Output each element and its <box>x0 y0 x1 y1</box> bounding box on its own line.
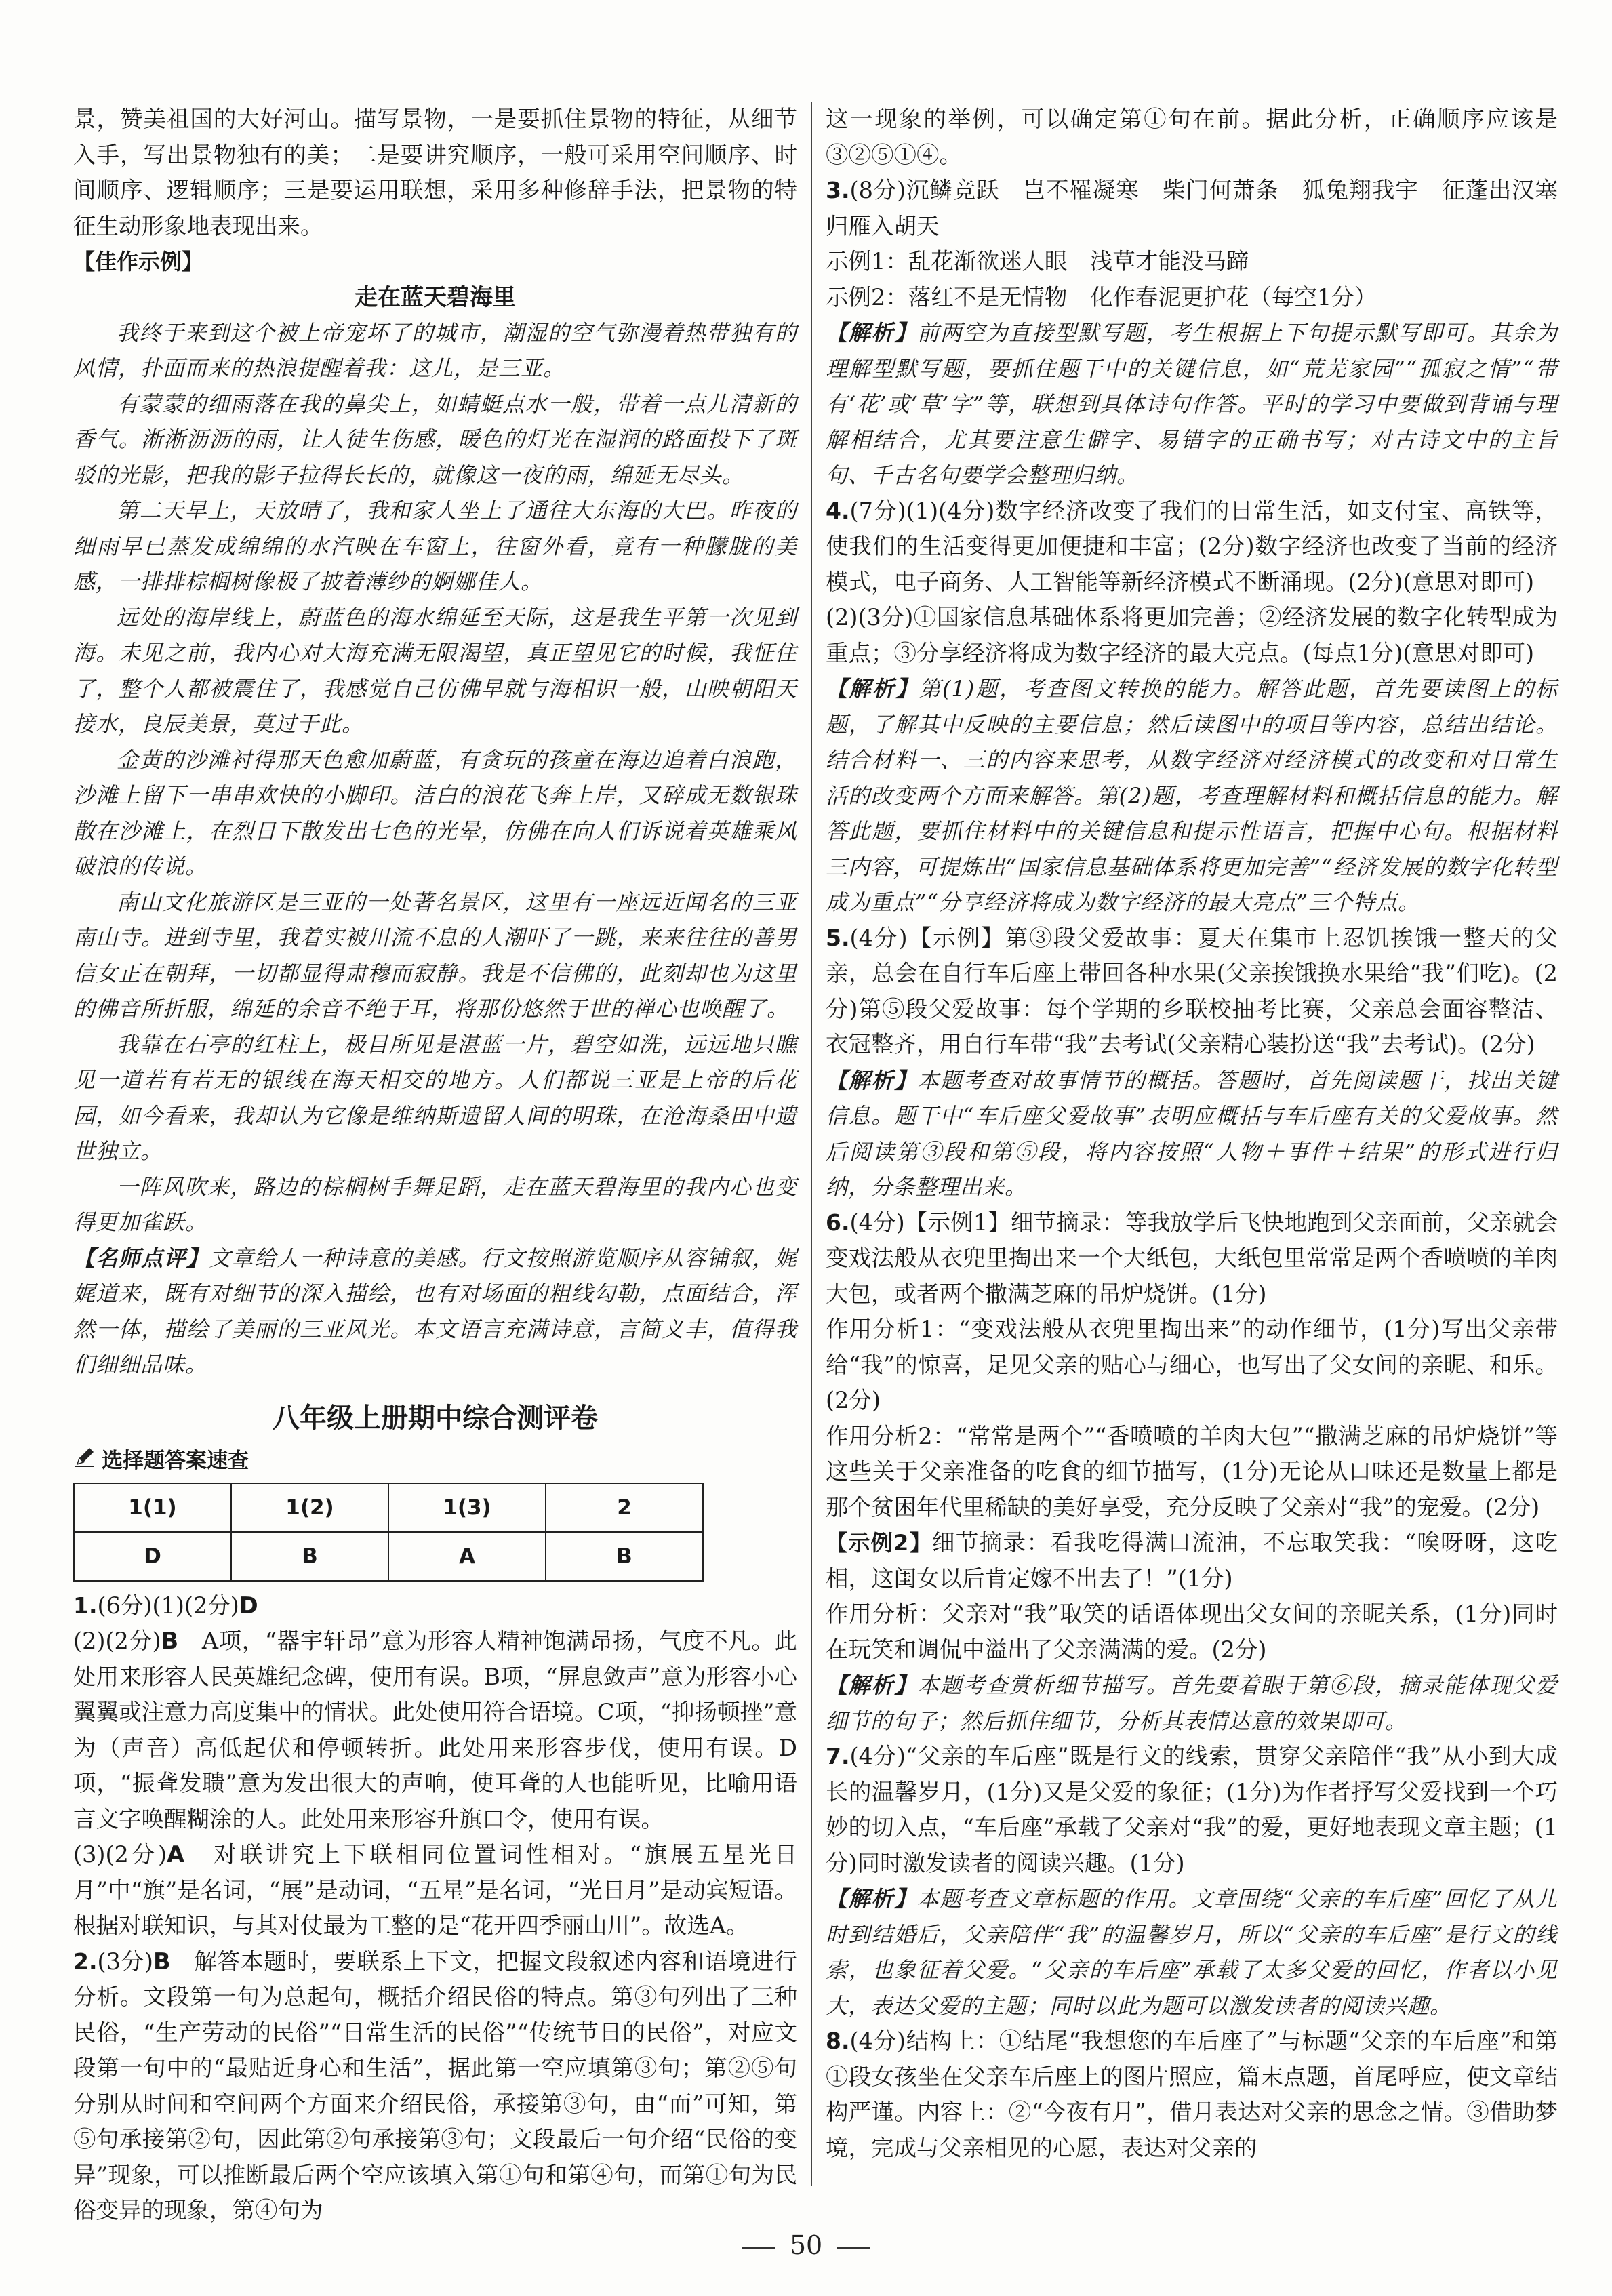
question-5 <box>826 921 1558 1063</box>
analysis-text: 本题考查赏析细节描写。首先要着眼于第⑥段，摘录能体现父爱细节的句子；然后抓住细节，分析其表情达意的效果即可。 <box>826 1672 1558 1734</box>
question-number: 3. <box>826 177 850 203</box>
analysis-label: 【解析】 <box>826 1672 918 1698</box>
question-number: 8. <box>826 2028 850 2054</box>
question-2-head: (3分) <box>97 1948 153 1975</box>
example-label: 【佳作示例】 <box>73 249 204 275</box>
answer-table-cell: B <box>231 1532 388 1581</box>
question-6-analysis-2: 作用分析2：“常常是两个”“香喷喷的羊肉大包”“撒满芝麻的吊炉烧饼”等这些关于父亲准备的吃食的细节描写，(1分)无论从口味还是数量上都是那个贫困年代里稀缺的美好享受，充分反映了父亲对“我”的宠爱。(2分) <box>826 1422 1558 1520</box>
question-6-example-2 <box>826 1525 1558 1596</box>
part-answer: B <box>161 1628 179 1654</box>
question-2-continued: 这一现象的举例，可以确定第①句在前。据此分析，正确顺序应该是③②⑤①④。 <box>826 106 1558 168</box>
essay-paragraph: 一阵风吹来，路边的棕榈树手舞足蹈，走在蓝天碧海里的我内心也变得更加雀跃。 <box>73 1173 797 1235</box>
analysis-text: 本题考查文章标题的作用。文章围绕“父亲的车后座”回忆了从儿时到结婚后，父亲陪伴“我”的温馨岁月，所以“父亲的车后座”是行文的线索，也象征着父爱。“父亲的车后座”承载了太多父爱的回忆，作者以小见大，表达父爱的主题；同时以此为题可以激发读者的阅读兴趣。 <box>826 1886 1558 2019</box>
essay-paragraph: 有蒙蒙的细雨落在我的鼻尖上，如蜻蜓点水一般，带着一点儿清新的香气。淅淅沥沥的雨，让人徒生伤感，暖色的灯光在湿润的路面投下了斑驳的光影，把我的影子拉得长长的，就像这一夜的雨，绵延无尽头。 <box>73 390 797 488</box>
question-4-analysis <box>826 671 1558 921</box>
example-text: 细节摘录：看我吃得满口流油，不忘取笑我：“唉呀呀，这吃相，这闺女以后肯定嫁不出去了！”(1分) <box>826 1529 1558 1592</box>
question-number: 1. <box>73 1592 98 1619</box>
answer-table-cell: D <box>74 1532 231 1581</box>
analysis-text: 第(1)题，考查图文转换的能力。解答此题，首先要读图上的标题，了解其中反映的主要信息；然后读图中的项目等内容，总结出结论。结合材料一、三的内容来思考，从数字经济对经济模式的改变和对日常生活的改变两个方面来解答。第(2)题，考查理解材料和概括信息的能力。解答此题，要抓住材料中的关键信息和提示性语言，把握中心句。根据材料三内容，可提炼出“国家信息基础体系将更加完善”“经济发展的数字化转型成为重点”“分享经济将成为数字经济的最大亮点”三个特点。 <box>826 676 1558 915</box>
answer-table-value-row <box>74 1532 703 1581</box>
quick-check-label: 选择题答案速查 <box>102 1449 249 1473</box>
page-number-value: 50 <box>789 2230 823 2260</box>
page-number-dash <box>837 2247 870 2249</box>
analysis-text: 前两空为直接型默写题，考生根据上下句提示默写即可。其余为理解型默写题，要抓住题干中的关键信息，如“荒芜家园”“孤寂之情”“带有‘花’或‘草’字”等，联想到具体诗句作答。平时的学习中要做到背诵与理解相结合，尤其要注意生僻字、易错字的正确书写；对古诗文中的主旨句、千古名句要学会整理归纳。 <box>826 320 1558 488</box>
example-head: 【示例2】 <box>826 1530 932 1556</box>
question-3 <box>826 173 1581 244</box>
question-8 <box>826 2023 1558 2166</box>
analysis-label: 【解析】 <box>826 1067 918 1093</box>
question-1-part-2 <box>73 1624 797 1837</box>
question-1-answer: D <box>239 1592 258 1619</box>
answer-table <box>73 1483 704 1582</box>
answer-table-header: 1(1) <box>74 1483 231 1532</box>
essay-paragraph: 第二天早上，天放晴了，我和家人坐上了通往大东海的大巴。昨夜的细雨早已蒸发成绵绵的水汽映在车窗上，往窗外看，竟有一种朦胧的美感，一排排棕榈树像极了披着薄纱的婀娜佳人。 <box>73 498 797 595</box>
question-1-head: (6分)(1)(2分) <box>97 1592 239 1619</box>
page-number <box>0 2230 1612 2260</box>
question-4-part-2: (2)(3分)①国家信息基础体系将更加完善；②经济发展的数字化转型成为重点；③分享经济将成为数字经济的最大亮点。(每点1分)(意思对即可) <box>826 604 1558 666</box>
pencil-icon <box>73 1445 96 1477</box>
answer-table-cell: A <box>388 1532 546 1581</box>
analysis-label: 【解析】 <box>826 676 919 702</box>
analysis-label: 【解析】 <box>826 320 918 346</box>
teacher-comment-label: 【名师点评】 <box>73 1245 209 1271</box>
answer-table-cell: B <box>546 1532 703 1581</box>
quick-check-header <box>73 1445 797 1477</box>
question-6-analysis-1: 作用分析1：“变戏法般从衣兜里掏出来”的动作细节，(1分)写出父亲带给“我”的惊喜，足见父亲的贴心与细心，也写出了父女间的亲昵、和乐。(2分) <box>826 1316 1558 1413</box>
question-8-text: (4分)结构上：①结尾“我想您的车后座了”与标题“父亲的车后座”和第①段女孩坐在父亲车后座上的图片照应，篇末点题，首尾呼应，使文章结构严谨。内容上：②“今夜有月”，借月表达对父亲的思念之情。③借助梦境，完成与父亲相见的心愿，表达对父亲的 <box>826 2028 1558 2161</box>
question-4 <box>826 494 1558 601</box>
right-column <box>826 102 1581 2166</box>
part-text: A项，“器宇轩昂”意为形容人精神饱满昂扬，气度不凡。此处用来形容人民英雄纪念碑，使用有误。B项，“屏息敛声”意为形容小心翼翼或注意力高度集中的情状。此处使用符合语境。C项，“抑扬顿挫”意为（声音）高低起伏和停顿转折。此处用来形容步伐，使用有误。D项，“振聋发聩”意为发出很大的声响，使耳聋的人也能听见，比喻用语言文字唤醒糊涂的人。此处用来形容升旗口令，使用有误。 <box>73 1628 798 1832</box>
answer-table-header: 1(2) <box>231 1483 388 1532</box>
essay-paragraph: 我靠在石亭的红柱上，极目所见是湛蓝一片，碧空如洗，远远地只瞧见一道若有若无的银线在海天相交的地方。人们都说三亚是上帝的后花园，如今看来，我却认为它像是维纳斯遗留人间的明珠，在沧海桑田中遗世独立。 <box>73 1031 797 1164</box>
example-head: (4分)【示例1】 <box>849 1209 1011 1236</box>
analysis-label: 【解析】 <box>826 1886 917 1912</box>
question-6-analysis <box>826 1668 1558 1739</box>
question-2-text: 解答本题时，要联系上下文，把握文段叙述内容和语境进行分析。文段第一句为总起句，概括介绍民俗的特点。第③句列出了三种民俗，“生产劳动的民俗”“日常生活的民俗”“传统节日的民俗”，对应文段第一句中的“最贴近身心和生活”，据此第一空应填第③句；第②⑤句分别从时间和空间两个方面来介绍民俗，承接第③句，由“而”可知，第⑤句承接第②句，因此第②句承接第③句；文段最后一句介绍“民俗的变异”现象，可以推断最后两个空应该填入第①句和第④句，而第①句为民俗变异的现象，第④句为 <box>73 1948 798 2223</box>
question-3-analysis <box>826 315 1558 494</box>
teacher-comment: 文章给人一种诗意的美感。行文按照游览顺序从容铺叙，娓娓道来，既有对细节的深入描绘，也有对场面的粗线勾勒，点面结合，浑然一体，描绘了美丽的三亚风光。本文语言充满诗意，言简义丰，值得我们细细品味。 <box>73 1245 797 1377</box>
essay-title: 走在蓝天碧海里 <box>355 283 516 311</box>
intro-text: 景，赞美祖国的大好河山。描写景物，一是要抓住景物的特征，从细节入手，写出景物独有的美；二是要讲究顺序，一般可采用空间顺序、时间顺序、逻辑顺序；三是要运用联想，采用多种修辞手法，把景物的特征生动形象地表现出来。 <box>73 106 797 239</box>
question-number: 2. <box>73 1948 98 1975</box>
essay-paragraph: 南山文化旅游区是三亚的一处著名景区，这里有一座远近闻名的三亚南山寺。进到寺里，我着实被川流不息的人潮吓了一跳，来来往往的善男信女正在朝拜，一切都显得肃穆而寂静。我是不信佛的，此刻却也为这里的佛音所折服，绵延的余音不绝于耳，将那份悠然于世的禅心也唤醒了。 <box>73 889 797 1022</box>
question-7-analysis <box>826 1881 1558 2023</box>
analysis-text: 本题考查对故事情节的概括。答题时，首先阅读题干，找出关键信息。题干中“车后座父爱故事”表明应概括与车后座有关的父爱故事。然后阅读第③段和第⑤段，将内容按照“人物＋事件＋结果”的形式进行归纳，分条整理出来。 <box>826 1067 1558 1200</box>
part-text: 对联讲究上下联相同位置词性相对。“旗展五星光日月”中“旗”是名词，“展”是动词，“五星”是名词，“光日月”是动宾短语。根据对联知识，与其对仗最为工整的是“花开四季丽山川”。故选A。 <box>73 1841 798 1939</box>
question-7-text: (4分)“父亲的车后座”既是行文的线索，贯穿父亲陪伴“我”从小到大成长的温馨岁月，(1分)又是父爱的象征；(1分)为作者抒写父爱找到一个巧妙的切入点，“车后座”承载了父亲对“我”的爱，更好地表现文章主题；(1分)同时激发读者的阅读兴趣。(1分) <box>826 1743 1558 1876</box>
part-head: (3)(2分) <box>73 1841 167 1868</box>
question-number: 6. <box>826 1209 850 1236</box>
section-title: 八年级上册期中综合测评卷 <box>273 1402 598 1434</box>
answer-table-header: 1(3) <box>388 1483 546 1532</box>
question-3-example-1: 示例1：乱花渐欲迷人眼 浅草才能没马蹄 <box>826 248 1249 275</box>
question-4-part-1: (7分)(1)(4分)数字经济改变了我们的日常生活，如支付宝、高铁等，使我们的生活变得更加便捷和丰富；(2分)数字经济也改变了当前的经济模式，电子商务、人工智能等新经济模式不断涌现。(2分)(意思对即可) <box>826 497 1558 595</box>
question-5-analysis <box>826 1063 1558 1205</box>
question-3-example-2: 示例2：落红不是无情物 化作春泥更护花（每空1分） <box>826 283 1377 310</box>
question-7 <box>826 1739 1558 1881</box>
question-number: 7. <box>826 1743 850 1769</box>
essay-paragraph: 远处的海岸线上，蔚蓝色的海水绵延至天际，这是我生平第一次见到海。未见之前，我内心对大海充满无限渴望，真正望见它的时候，我怔住了，整个人都被震住了，我感觉自己仿佛早就与海相识一般，山映朝阳天接水，良辰美景，莫过于此。 <box>73 604 797 737</box>
question-2-answer: B <box>153 1948 171 1975</box>
question-5-text: (4分)【示例】第③段父爱故事：夏天在集市上忍饥挨饿一整天的父亲，总会在自行车后座上带回各种水果(父亲挨饿换水果给“我”们吃)。(2分)第⑤段父爱故事：每个学期的乡联校抽考比赛，父亲总会面容整洁、衣冠整齐，用自行车带“我”去考试(父亲精心装扮送“我”去考试)。(2分) <box>826 924 1558 1058</box>
essay-paragraph: 我终于来到这个被上帝宠坏了的城市，潮湿的空气弥漫着热带独有的风情，扑面而来的热浪提醒着我：这儿，是三亚。 <box>73 319 797 381</box>
left-column <box>73 102 797 2229</box>
question-6 <box>826 1205 1558 1312</box>
example-text: 细节摘录：等我放学后飞快地跑到父亲面前，父亲就会变戏法般从衣兜里掏出来一个大纸包，大纸包里常常是两个香喷喷的羊肉大包，或者两个撒满芝麻的吊炉烧饼。(1分) <box>826 1209 1558 1307</box>
question-3-text: (8分)沉鳞竞跃 岂不罹凝寒 柴门何萧条 狐兔翔我宇 征蓬出汉塞 归雁入胡天 <box>826 177 1581 239</box>
answer-table-header-row <box>74 1483 703 1532</box>
question-number: 5. <box>826 924 850 951</box>
question-1 <box>73 1588 797 1624</box>
column-divider <box>811 102 812 2186</box>
essay-paragraph: 金黄的沙滩衬得那天色愈加蔚蓝，有贪玩的孩童在海边追着白浪跑，沙滩上留下一串串欢快的小脚印。洁白的浪花飞奔上岸，又碎成无数银珠散在沙滩上，在烈日下散发出七色的光晕，仿佛在向人们诉说着英雄乘风破浪的传说。 <box>73 746 797 879</box>
part-head: (2)(2分) <box>73 1628 161 1654</box>
answer-table-header: 2 <box>546 1483 703 1532</box>
question-6-example-2-analysis: 作用分析：父亲对“我”取笑的话语体现出父女间的亲昵关系，(1分)同时在玩笑和调侃中溢出了父亲满满的爱。(2分) <box>826 1600 1558 1663</box>
question-2 <box>73 1944 797 2229</box>
question-1-part-3 <box>73 1837 797 1944</box>
page-number-dash <box>742 2247 775 2249</box>
part-answer: A <box>167 1841 185 1868</box>
question-number: 4. <box>826 497 850 524</box>
